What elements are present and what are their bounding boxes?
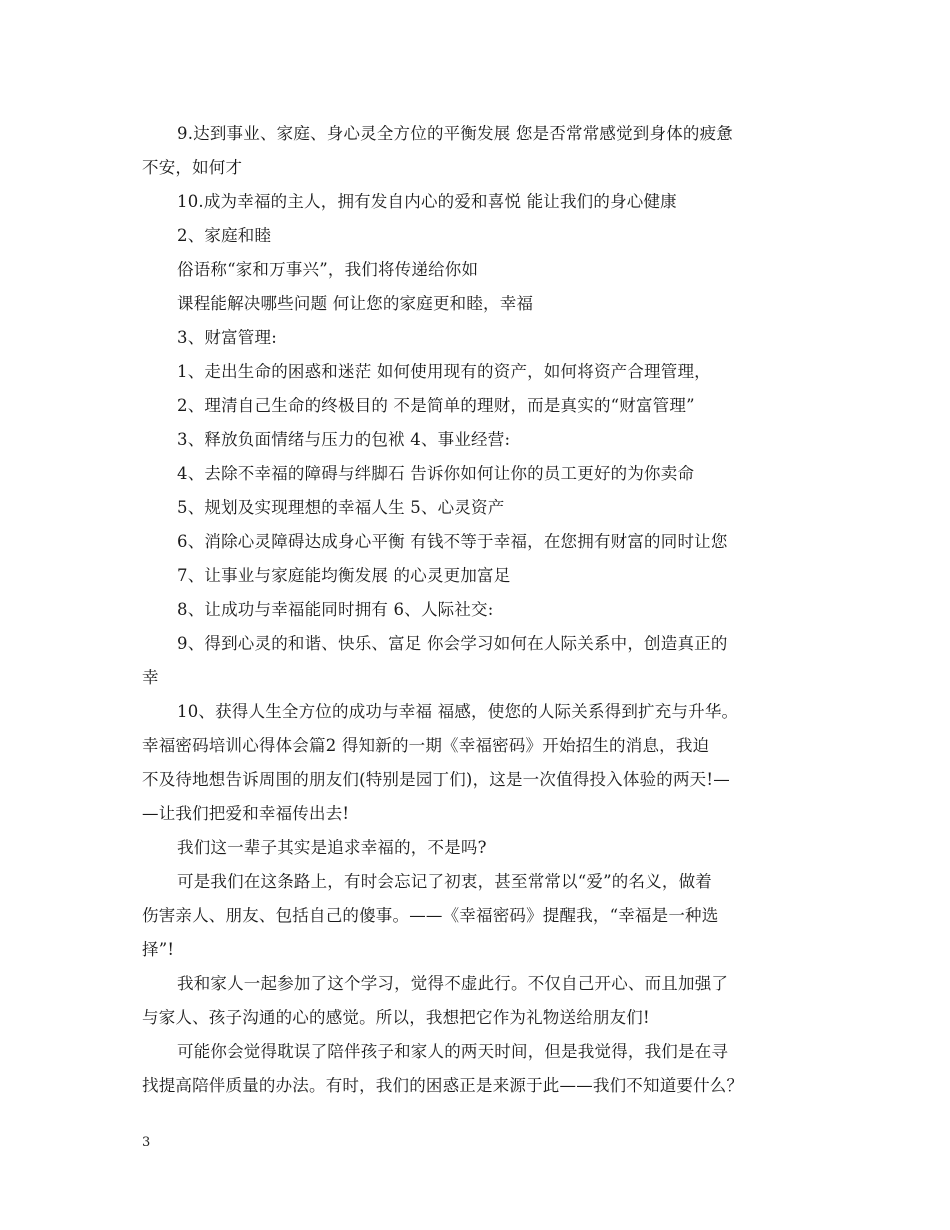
text-line: 不安，如何才 (142, 158, 243, 177)
text-line: 9、得到心灵的和谐、快乐、富足 你会学习如何在人际关系中，创造真正的 (177, 634, 728, 653)
text-line: 1、走出生命的困惑和迷茫 如何使用现有的资产，如何将资产合理管理， (177, 362, 711, 381)
text-line: 俗语称“家和万事兴”，我们将传递给你如 (177, 260, 479, 279)
text-line: 幸 (142, 668, 159, 687)
text-line: 2、家庭和睦 (177, 226, 272, 245)
text-line: 伤害亲人、朋友、包括自己的傻事。——《幸福密码》提醒我，“幸福是一种选 (142, 906, 719, 925)
text-line: 4、去除不幸福的障碍与绊脚石 告诉你如何让你的员工更好的为你卖命 (177, 464, 695, 483)
document-body (142, 117, 812, 1103)
text-line: 9.达到事业、家庭、身心灵全方位的平衡发展 您是否常常感觉到身体的疲惫 (177, 124, 733, 143)
text-line: 与家人、孩子沟通的心的感觉。所以，我想把它作为礼物送给朋友们! (142, 1008, 650, 1027)
text-line: 找提高陪伴质量的办法。有时，我们的困惑正是来源于此——我们不知道要什么？ (142, 1076, 744, 1095)
text-line: 课程能解决哪些问题 何让您的家庭更和睦，幸福 (177, 294, 534, 313)
text-line: 可是我们在这条路上，有时会忘记了初衷，甚至常常以“爱”的名义，做着 (177, 872, 712, 891)
text-line: 择”! (142, 940, 175, 959)
text-line: 3、财富管理: (177, 328, 277, 347)
text-line: 10.成为幸福的主人，拥有发自内心的爱和喜悦 能让我们的身心健康 (177, 192, 677, 211)
text-line: 10、获得人生全方位的成功与幸福 福感，使您的人际关系得到扩充与升华。 (177, 702, 739, 721)
text-line: 7、让事业与家庭能均衡发展 的心灵更加富足 (177, 566, 511, 585)
text-line: 我和家人一起参加了这个学习，觉得不虚此行。不仅自己开心、而且加强了 (177, 974, 729, 993)
text-line: 幸福密码培训心得体会篇2 得知新的一期《幸福密码》开始招生的消息，我迫 (142, 736, 710, 755)
text-line: 6、消除心灵障碍达成身心平衡 有钱不等于幸福，在您拥有财富的同时让您 (177, 532, 728, 551)
text-line: 我们这一辈子其实是追求幸福的，不是吗? (177, 838, 487, 857)
text-line: 8、让成功与幸福能同时拥有 6、人际社交: (177, 600, 494, 619)
text-line: 不及待地想告诉周围的朋友们(特别是园丁们)，这是一次值得投入体验的两天!— (142, 770, 730, 789)
page-number: 3 (142, 1135, 151, 1150)
text-line: 3、释放负面情绪与压力的包袱 4、事业经营: (177, 430, 511, 449)
text-line: 2、理清自己生命的终极目的 不是简单的理财，而是真实的“财富管理” (177, 396, 695, 415)
text-line: —让我们把爱和幸福传出去! (142, 804, 350, 823)
text-line: 可能你会觉得耽误了陪伴孩子和家人的两天时间，但是我觉得，我们是在寻 (177, 1042, 729, 1061)
text-line: 5、规划及实现理想的幸福人生 5、心灵资产 (177, 498, 505, 517)
